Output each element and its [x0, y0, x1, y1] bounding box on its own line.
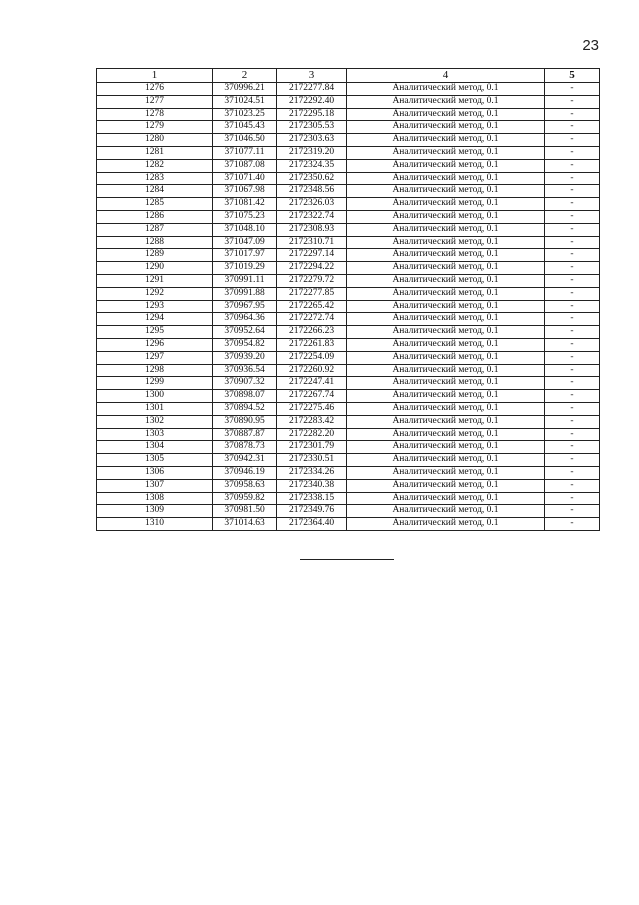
header-row [97, 69, 600, 83]
table-row [97, 172, 600, 185]
note-cell: - [545, 364, 600, 377]
note-cell: - [545, 390, 600, 403]
note-cell: - [545, 146, 600, 159]
method-cell: Аналитический метод, 0.1 [347, 287, 545, 300]
note-cell: - [545, 492, 600, 505]
x-coordinate-cell: 370981.50 [213, 505, 277, 518]
y-coordinate-cell: 2172254.09 [277, 351, 347, 364]
header-col-3: 3 [277, 69, 347, 83]
point-number-cell: 1277 [97, 95, 213, 108]
method-cell: Аналитический метод, 0.1 [347, 172, 545, 185]
coordinates-table [96, 68, 600, 531]
method-cell: Аналитический метод, 0.1 [347, 390, 545, 403]
method-cell: Аналитический метод, 0.1 [347, 134, 545, 147]
y-coordinate-cell: 2172297.14 [277, 249, 347, 262]
y-coordinate-cell: 2172340.38 [277, 479, 347, 492]
x-coordinate-cell: 371077.11 [213, 146, 277, 159]
x-coordinate-cell: 371045.43 [213, 121, 277, 134]
point-number-cell: 1300 [97, 390, 213, 403]
table-row [97, 492, 600, 505]
note-cell: - [545, 274, 600, 287]
table-row [97, 402, 600, 415]
method-cell: Аналитический метод, 0.1 [347, 454, 545, 467]
point-number-cell: 1301 [97, 402, 213, 415]
note-cell: - [545, 415, 600, 428]
x-coordinate-cell: 370991.88 [213, 287, 277, 300]
x-coordinate-cell: 370894.52 [213, 402, 277, 415]
method-cell: Аналитический метод, 0.1 [347, 415, 545, 428]
note-cell: - [545, 479, 600, 492]
x-coordinate-cell: 370964.36 [213, 313, 277, 326]
method-cell: Аналитический метод, 0.1 [347, 364, 545, 377]
table-body [97, 83, 600, 531]
x-coordinate-cell: 370942.31 [213, 454, 277, 467]
method-cell: Аналитический метод, 0.1 [347, 441, 545, 454]
x-coordinate-cell: 370939.20 [213, 351, 277, 364]
y-coordinate-cell: 2172247.41 [277, 377, 347, 390]
method-cell: Аналитический метод, 0.1 [347, 95, 545, 108]
note-cell: - [545, 428, 600, 441]
y-coordinate-cell: 2172308.93 [277, 223, 347, 236]
table-row [97, 185, 600, 198]
point-number-cell: 1286 [97, 210, 213, 223]
y-coordinate-cell: 2172322.74 [277, 210, 347, 223]
x-coordinate-cell: 371047.09 [213, 236, 277, 249]
point-number-cell: 1289 [97, 249, 213, 262]
method-cell: Аналитический метод, 0.1 [347, 121, 545, 134]
point-number-cell: 1305 [97, 454, 213, 467]
x-coordinate-cell: 370958.63 [213, 479, 277, 492]
header-col-1: 1 [97, 69, 213, 83]
point-number-cell: 1303 [97, 428, 213, 441]
note-cell: - [545, 185, 600, 198]
y-coordinate-cell: 2172292.40 [277, 95, 347, 108]
x-coordinate-cell: 371046.50 [213, 134, 277, 147]
point-number-cell: 1296 [97, 338, 213, 351]
method-cell: Аналитический метод, 0.1 [347, 236, 545, 249]
table-row [97, 83, 600, 96]
point-number-cell: 1288 [97, 236, 213, 249]
y-coordinate-cell: 2172338.15 [277, 492, 347, 505]
y-coordinate-cell: 2172348.56 [277, 185, 347, 198]
x-coordinate-cell: 370946.19 [213, 466, 277, 479]
x-coordinate-cell: 370996.21 [213, 83, 277, 96]
y-coordinate-cell: 2172295.18 [277, 108, 347, 121]
header-col-4: 4 [347, 69, 545, 83]
method-cell: Аналитический метод, 0.1 [347, 262, 545, 275]
table-row [97, 300, 600, 313]
y-coordinate-cell: 2172350.62 [277, 172, 347, 185]
x-coordinate-cell: 370967.95 [213, 300, 277, 313]
point-number-cell: 1279 [97, 121, 213, 134]
point-number-cell: 1276 [97, 83, 213, 96]
note-cell: - [545, 313, 600, 326]
x-coordinate-cell: 371023.25 [213, 108, 277, 121]
table-row [97, 479, 600, 492]
x-coordinate-cell: 370952.64 [213, 326, 277, 339]
x-coordinate-cell: 370890.95 [213, 415, 277, 428]
table-row [97, 121, 600, 134]
note-cell: - [545, 441, 600, 454]
y-coordinate-cell: 2172261.83 [277, 338, 347, 351]
y-coordinate-cell: 2172282.20 [277, 428, 347, 441]
note-cell: - [545, 300, 600, 313]
point-number-cell: 1298 [97, 364, 213, 377]
table-header [97, 69, 600, 83]
point-number-cell: 1291 [97, 274, 213, 287]
point-number-cell: 1284 [97, 185, 213, 198]
point-number-cell: 1278 [97, 108, 213, 121]
table-row [97, 223, 600, 236]
method-cell: Аналитический метод, 0.1 [347, 210, 545, 223]
table-row [97, 134, 600, 147]
point-number-cell: 1294 [97, 313, 213, 326]
x-coordinate-cell: 371014.63 [213, 518, 277, 531]
note-cell: - [545, 121, 600, 134]
note-cell: - [545, 95, 600, 108]
table-row [97, 326, 600, 339]
note-cell: - [545, 83, 600, 96]
table-row [97, 249, 600, 262]
table-row [97, 262, 600, 275]
note-cell: - [545, 454, 600, 467]
method-cell: Аналитический метод, 0.1 [347, 313, 545, 326]
point-number-cell: 1280 [97, 134, 213, 147]
header-col-2: 2 [213, 69, 277, 83]
y-coordinate-cell: 2172303.63 [277, 134, 347, 147]
table-row [97, 198, 600, 211]
x-coordinate-cell: 370878.73 [213, 441, 277, 454]
method-cell: Аналитический метод, 0.1 [347, 505, 545, 518]
x-coordinate-cell: 371048.10 [213, 223, 277, 236]
note-cell: - [545, 172, 600, 185]
method-cell: Аналитический метод, 0.1 [347, 108, 545, 121]
method-cell: Аналитический метод, 0.1 [347, 428, 545, 441]
note-cell: - [545, 134, 600, 147]
table-row [97, 390, 600, 403]
table-row [97, 236, 600, 249]
y-coordinate-cell: 2172283.42 [277, 415, 347, 428]
point-number-cell: 1308 [97, 492, 213, 505]
method-cell: Аналитический метод, 0.1 [347, 326, 545, 339]
table-row [97, 338, 600, 351]
note-cell: - [545, 518, 600, 531]
method-cell: Аналитический метод, 0.1 [347, 377, 545, 390]
x-coordinate-cell: 370959.82 [213, 492, 277, 505]
y-coordinate-cell: 2172266.23 [277, 326, 347, 339]
y-coordinate-cell: 2172267.74 [277, 390, 347, 403]
table-row [97, 377, 600, 390]
point-number-cell: 1282 [97, 159, 213, 172]
note-cell: - [545, 262, 600, 275]
table-row [97, 108, 600, 121]
method-cell: Аналитический метод, 0.1 [347, 274, 545, 287]
y-coordinate-cell: 2172260.92 [277, 364, 347, 377]
note-cell: - [545, 210, 600, 223]
note-cell: - [545, 326, 600, 339]
note-cell: - [545, 505, 600, 518]
table-row [97, 146, 600, 159]
method-cell: Аналитический метод, 0.1 [347, 300, 545, 313]
x-coordinate-cell: 371067.98 [213, 185, 277, 198]
point-number-cell: 1290 [97, 262, 213, 275]
y-coordinate-cell: 2172305.53 [277, 121, 347, 134]
y-coordinate-cell: 2172310.71 [277, 236, 347, 249]
note-cell: - [545, 236, 600, 249]
header-col-5: 5 [545, 69, 600, 83]
note-cell: - [545, 402, 600, 415]
x-coordinate-cell: 370898.07 [213, 390, 277, 403]
y-coordinate-cell: 2172301.79 [277, 441, 347, 454]
method-cell: Аналитический метод, 0.1 [347, 159, 545, 172]
y-coordinate-cell: 2172349.76 [277, 505, 347, 518]
end-divider-line [300, 559, 394, 560]
method-cell: Аналитический метод, 0.1 [347, 351, 545, 364]
method-cell: Аналитический метод, 0.1 [347, 492, 545, 505]
method-cell: Аналитический метод, 0.1 [347, 479, 545, 492]
point-number-cell: 1307 [97, 479, 213, 492]
y-coordinate-cell: 2172324.35 [277, 159, 347, 172]
y-coordinate-cell: 2172277.84 [277, 83, 347, 96]
table-row [97, 210, 600, 223]
x-coordinate-cell: 371075.23 [213, 210, 277, 223]
note-cell: - [545, 198, 600, 211]
point-number-cell: 1285 [97, 198, 213, 211]
x-coordinate-cell: 371087.08 [213, 159, 277, 172]
method-cell: Аналитический метод, 0.1 [347, 338, 545, 351]
table-row [97, 95, 600, 108]
table-row [97, 159, 600, 172]
point-number-cell: 1310 [97, 518, 213, 531]
method-cell: Аналитический метод, 0.1 [347, 198, 545, 211]
note-cell: - [545, 159, 600, 172]
table-row [97, 287, 600, 300]
point-number-cell: 1295 [97, 326, 213, 339]
y-coordinate-cell: 2172294.22 [277, 262, 347, 275]
table-row [97, 441, 600, 454]
point-number-cell: 1304 [97, 441, 213, 454]
y-coordinate-cell: 2172279.72 [277, 274, 347, 287]
table-row [97, 428, 600, 441]
note-cell: - [545, 108, 600, 121]
point-number-cell: 1302 [97, 415, 213, 428]
y-coordinate-cell: 2172272.74 [277, 313, 347, 326]
table-row [97, 505, 600, 518]
point-number-cell: 1293 [97, 300, 213, 313]
table-row [97, 313, 600, 326]
y-coordinate-cell: 2172277.85 [277, 287, 347, 300]
y-coordinate-cell: 2172334.26 [277, 466, 347, 479]
point-number-cell: 1297 [97, 351, 213, 364]
method-cell: Аналитический метод, 0.1 [347, 223, 545, 236]
y-coordinate-cell: 2172275.46 [277, 402, 347, 415]
y-coordinate-cell: 2172330.51 [277, 454, 347, 467]
note-cell: - [545, 223, 600, 236]
x-coordinate-cell: 371024.51 [213, 95, 277, 108]
method-cell: Аналитический метод, 0.1 [347, 402, 545, 415]
x-coordinate-cell: 371071.40 [213, 172, 277, 185]
x-coordinate-cell: 371019.29 [213, 262, 277, 275]
note-cell: - [545, 287, 600, 300]
x-coordinate-cell: 370887.87 [213, 428, 277, 441]
x-coordinate-cell: 371017.97 [213, 249, 277, 262]
x-coordinate-cell: 371081.42 [213, 198, 277, 211]
point-number-cell: 1292 [97, 287, 213, 300]
method-cell: Аналитический метод, 0.1 [347, 185, 545, 198]
x-coordinate-cell: 370991.11 [213, 274, 277, 287]
method-cell: Аналитический метод, 0.1 [347, 249, 545, 262]
y-coordinate-cell: 2172265.42 [277, 300, 347, 313]
point-number-cell: 1309 [97, 505, 213, 518]
table-row [97, 351, 600, 364]
point-number-cell: 1283 [97, 172, 213, 185]
table-row [97, 415, 600, 428]
table-row [97, 364, 600, 377]
x-coordinate-cell: 370936.54 [213, 364, 277, 377]
table-row [97, 454, 600, 467]
note-cell: - [545, 249, 600, 262]
method-cell: Аналитический метод, 0.1 [347, 83, 545, 96]
y-coordinate-cell: 2172319.20 [277, 146, 347, 159]
method-cell: Аналитический метод, 0.1 [347, 466, 545, 479]
table-row [97, 518, 600, 531]
note-cell: - [545, 377, 600, 390]
note-cell: - [545, 351, 600, 364]
point-number-cell: 1299 [97, 377, 213, 390]
page-number: 23 [582, 37, 599, 54]
table-row [97, 274, 600, 287]
method-cell: Аналитический метод, 0.1 [347, 146, 545, 159]
note-cell: - [545, 466, 600, 479]
y-coordinate-cell: 2172326.03 [277, 198, 347, 211]
x-coordinate-cell: 370907.32 [213, 377, 277, 390]
point-number-cell: 1306 [97, 466, 213, 479]
method-cell: Аналитический метод, 0.1 [347, 518, 545, 531]
y-coordinate-cell: 2172364.40 [277, 518, 347, 531]
note-cell: - [545, 338, 600, 351]
table-row [97, 466, 600, 479]
point-number-cell: 1281 [97, 146, 213, 159]
point-number-cell: 1287 [97, 223, 213, 236]
x-coordinate-cell: 370954.82 [213, 338, 277, 351]
